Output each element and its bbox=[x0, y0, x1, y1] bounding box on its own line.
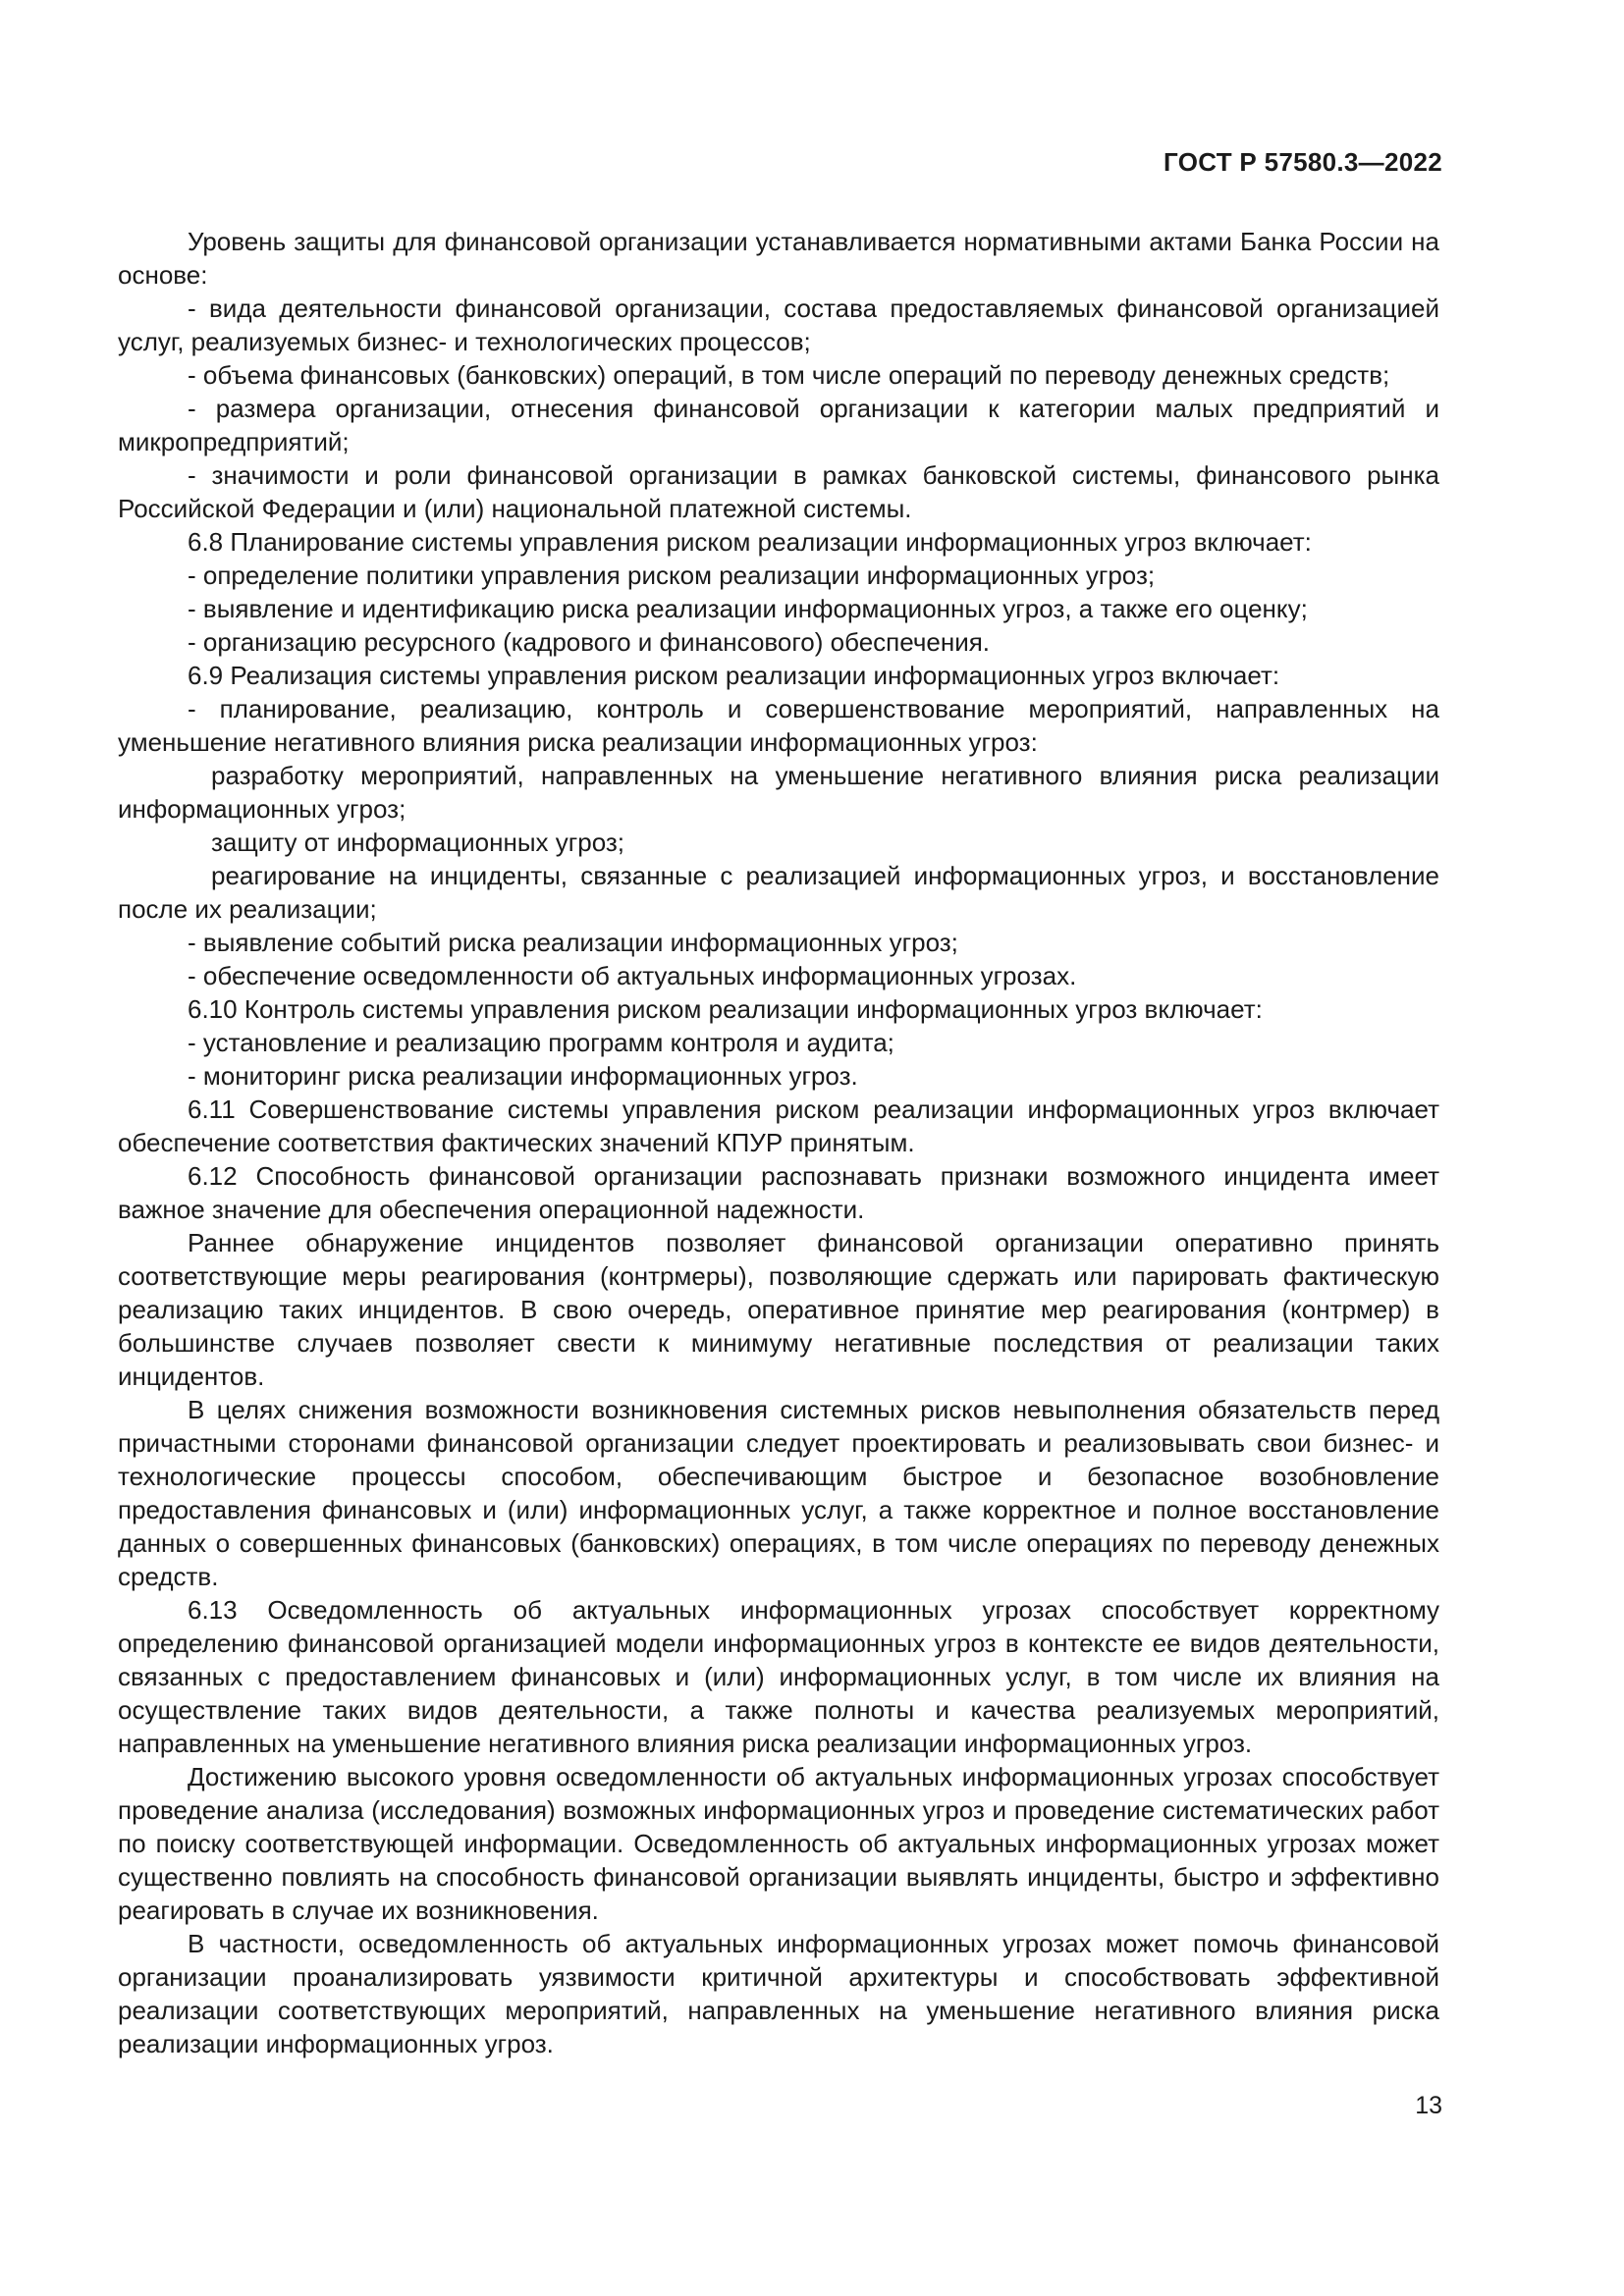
list-item: - планирование, реализацию, контроль и совершенствование мероприятий, направленных на уменьшение негативного влияния риска реализации информационных угроз: bbox=[118, 694, 1439, 757]
paragraph: В частности, осведомленность об актуальных информационных угрозах может помочь финансовой организации проанализировать уязвимости критичной архитектуры и способствовать эффективной реализации соответствующих мероприятий, направленных на уменьшение негативного влияния риска реализации информационных угроз. bbox=[118, 1929, 1439, 2058]
paragraph: Достижению высокого уровня осведомленности об актуальных информационных угрозах способствует проведение анализа (исследования) возможных информационных угроз и проведение систематических работ по поиску соответствующей информации. Осведомленность об актуальных информационных угрозах может существенно повлиять на способность финансовой организации выявлять инциденты, быстро и эффективно реагировать в случае их возникновения. bbox=[118, 1762, 1439, 1925]
list-item: - значимости и роли финансовой организации в рамках банковской системы, финансового рынка Российской Федерации и (или) национальной платежной системы. bbox=[118, 460, 1439, 523]
sub-list-item: защиту от информационных угроз; bbox=[211, 828, 625, 857]
section-6-10: 6.10 Контроль системы управления риском реализации информационных угроз включает: bbox=[188, 994, 1263, 1024]
section-6-11: 6.11 Совершенствование системы управления риском реализации информационных угроз включает обеспечение соответствия фактических значений КПУР принятым. bbox=[118, 1095, 1439, 1157]
list-item: - вида деятельности финансовой организации, состава предоставляемых финансовой организацией услуг, реализуемых бизнес- и технологических процессов; bbox=[118, 294, 1439, 356]
list-item: - обеспечение осведомленности об актуальных информационных угрозах. bbox=[188, 961, 1077, 990]
section-6-13: 6.13 Осведомленность об актуальных информационных угрозах способствует корректному определению финансовой организацией модели информационных угроз в контексте ее видов деятельности, связанных с предоставлением финансовых и (или) информационных услуг, в том числе их влияния на осуществление таких видов деятельности, а также полноты и качества реализуемых мероприятий, направленных на уменьшение негативного влияния риска реализации информационных угроз. bbox=[118, 1595, 1439, 1758]
page-number: 13 bbox=[1415, 2092, 1442, 2119]
sub-list-item: разработку мероприятий, направленных на уменьшение негативного влияния риска реализации информационных угроз; bbox=[118, 761, 1439, 824]
list-item: - установление и реализацию программ контроля и аудита; bbox=[188, 1028, 894, 1057]
list-item: - выявление событий риска реализации информационных угроз; bbox=[188, 928, 958, 957]
paragraph: В целях снижения возможности возникновения системных рисков невыполнения обязательств перед причастными сторонами финансовой организации следует проектировать и реализовывать свои бизнес- и технологические процессы способом, обеспечивающим быстрое и безопасное возобновление предоставления финансовых и (или) информационных услуг, а также корректное и полное восстановление данных о совершенных финансовых (банковских) операциях, в том числе операциях по переводу денежных средств. bbox=[118, 1395, 1439, 1591]
section-6-9: 6.9 Реализация системы управления риском реализации информационных угроз включает: bbox=[188, 661, 1280, 690]
paragraph: Уровень защиты для финансовой организации устанавливается нормативными актами Банка России на основе: bbox=[118, 227, 1439, 290]
sub-list-item: реагирование на инциденты, связанные с реализацией информационных угроз, и восстановление после их реализации; bbox=[118, 861, 1439, 924]
list-item: - объема финансовых (банковских) операций, в том числе операций по переводу денежных средств; bbox=[188, 360, 1390, 390]
paragraph: Раннее обнаружение инцидентов позволяет финансовой организации оперативно принять соответствующие меры реагирования (контрмеры), позволяющие сдержать или парировать фактическую реализацию таких инцидентов. В свою очередь, оперативное принятие мер реагирования (контрмер) в большинстве случаев позволяет свести к минимуму негативные последствия от реализации таких инцидентов. bbox=[118, 1228, 1439, 1391]
list-item: - размера организации, отнесения финансовой организации к категории малых предприятий и микропредприятий; bbox=[118, 394, 1439, 456]
section-6-8: 6.8 Планирование системы управления риском реализации информационных угроз включает: bbox=[188, 527, 1312, 557]
list-item: - выявление и идентификацию риска реализации информационных угроз, а также его оценку; bbox=[188, 594, 1308, 623]
standard-header: ГОСТ Р 57580.3—2022 bbox=[1164, 147, 1442, 177]
section-6-12: 6.12 Способность финансовой организации распознавать признаки возможного инцидента имеет важное значение для обеспечения операционной надежности. bbox=[118, 1161, 1439, 1224]
list-item: - мониторинг риска реализации информационных угроз. bbox=[188, 1061, 858, 1091]
list-item: - определение политики управления риском реализации информационных угроз; bbox=[188, 561, 1156, 590]
list-item: - организацию ресурсного (кадрового и финансового) обеспечения. bbox=[188, 627, 991, 657]
document-body bbox=[118, 225, 1439, 2060]
